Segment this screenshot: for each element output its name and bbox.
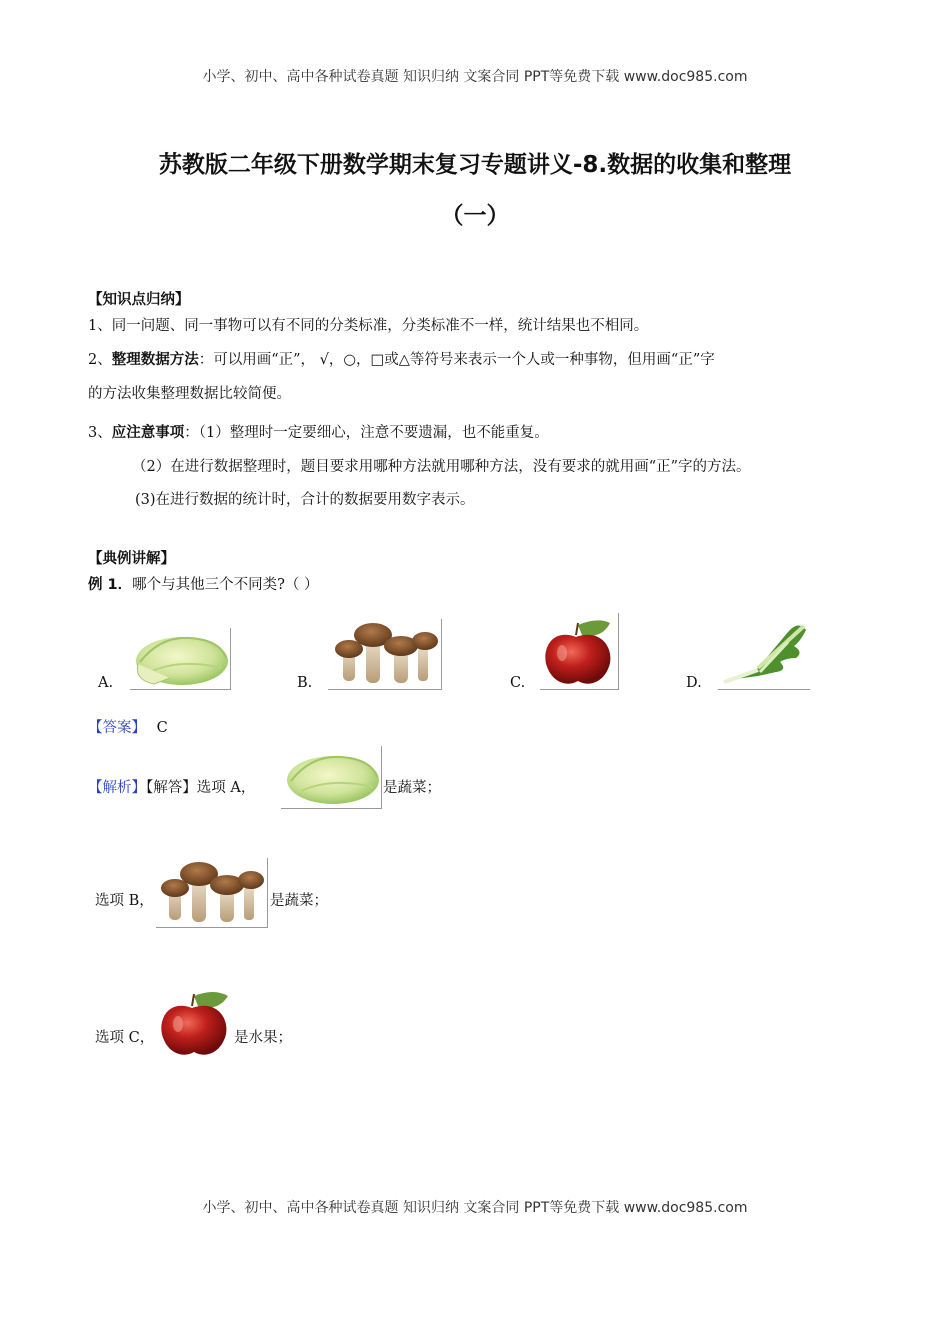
knowledge-point-2 (88, 348, 715, 369)
example-heading: 【典例讲解】 (88, 551, 175, 567)
option-b-label: B. (297, 675, 313, 691)
analysis-c-label: 选项 C， (95, 1030, 155, 1046)
mushroom-icon (156, 858, 267, 927)
option-d-image (718, 612, 810, 690)
analysis-b-tail: 是蔬菜； (270, 893, 328, 909)
point-keyword: 整理数据方法 (111, 352, 199, 368)
option-a-image (130, 628, 231, 690)
analysis-a-image (281, 746, 382, 809)
analysis-a-tail: 是蔬菜； (383, 780, 441, 796)
knowledge-point-2-cont: 的方法收集整理数据比较简便。 (88, 386, 291, 402)
knowledge-point-3-2: （2）在进行数据整理时，题目要求用哪种方法就用哪种方法，没有要求的就用画“正”字的方法。 (132, 459, 751, 475)
cabbage-icon (281, 746, 381, 808)
analysis-c-image (156, 984, 234, 1060)
point-text: ：（1）整理时一定要细心，注意不要遗漏，也不能重复。 (184, 425, 549, 441)
question-text: 哪个与其他三个不同类?（ ） (132, 577, 319, 593)
answer-line (88, 716, 168, 737)
question-label: 例 1． (88, 577, 133, 593)
page-header: 小学、初中、高中各种试卷真题 知识归纳 文案合同 PPT等免费下载 www.doc985.com (202, 69, 748, 85)
cabbage-icon (130, 628, 230, 689)
mushroom-icon (328, 619, 441, 689)
point-number: 2、 (88, 352, 112, 368)
answer-value: C (156, 720, 168, 736)
analysis-c-tail: 是水果； (234, 1030, 292, 1046)
analysis-sub: 【解答】选项 A， (146, 780, 256, 796)
analysis-b-image (156, 858, 268, 928)
analysis-b-label: 选项 B， (95, 893, 154, 909)
analysis-tag: 【解析】 (88, 780, 146, 796)
knowledge-heading: 【知识点归纳】 (88, 292, 190, 308)
option-d-label: D. (686, 675, 702, 691)
page-title-line2: （一） (440, 203, 510, 229)
apple-icon (540, 613, 618, 689)
apple-icon (156, 984, 234, 1060)
option-b-image (328, 619, 442, 690)
point-number: 3、 (88, 425, 112, 441)
example-question (88, 573, 319, 594)
answer-tag: 【答案】 (88, 720, 146, 736)
page-footer: 小学、初中、高中各种试卷真题 知识归纳 文案合同 PPT等免费下载 www.doc985.com (202, 1200, 748, 1216)
option-c-image (540, 613, 619, 690)
point-text: ：可以用画“正”， √，○，□或△等符号来表示一个人或一种事物，但用画“正”字 (198, 352, 715, 368)
knowledge-point-3-3: (3)在进行数据的统计时，合计的数据要用数字表示。 (135, 492, 475, 508)
knowledge-point-1: 1、同一问题、同一事物可以有不同的分类标准，分类标准不一样，统计结果也不相同。 (88, 318, 649, 334)
lettuce-icon (718, 612, 810, 689)
point-keyword: 应注意事项 (111, 425, 185, 441)
option-c-label: C. (510, 675, 526, 691)
page-title: 苏教版二年级下册数学期末复习专题讲义-8.数据的收集和整理 (158, 152, 792, 178)
analysis-line-a (88, 776, 255, 797)
option-a-label: A. (98, 675, 114, 691)
knowledge-point-3 (88, 421, 549, 442)
